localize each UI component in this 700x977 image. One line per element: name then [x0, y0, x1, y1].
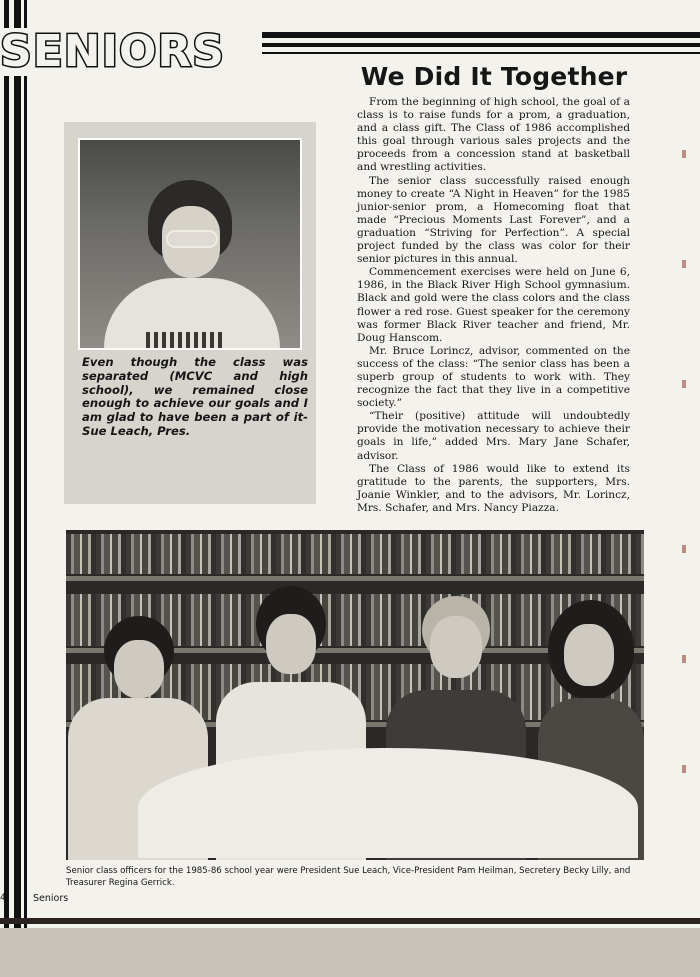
- president-quote: Even though the class was separated (MCVC and high school), we remained close enough to achieve our goals and I am glad to have been a part of it- Sue Leach, Pres.: [82, 355, 308, 438]
- article-paragraph: “Their (positive) attitude will undoubtedly provide the motivation necessary to achieve their goals in life,” added Mrs. Mary Jane Schafer, advisor.: [357, 410, 630, 462]
- bottom-edge-bar: [0, 918, 700, 924]
- portrait-panel: [64, 122, 316, 504]
- president-portrait-photo: [78, 138, 302, 350]
- article-paragraph: Commencement exercises were held on June 6, 1986, in the Black River High School gymnasium. Black and gold were the class colors and the class flower a red rose. Guest speaker for the ceremony was former Black River teacher and friend, Mr. Doug Hanscom.: [357, 266, 630, 344]
- photo-caption: Senior class officers for the 1985-86 school year were President Sue Leach, Vice-President Pam Heilman, Secretery Becky Lilly, and Treasurer Regina Gerrick.: [66, 866, 631, 888]
- article-paragraph: The senior class successfully raised enough money to create “A Night in Heaven” for the 1985 junior-senior prom, a Homecoming float that made “Precious Moments Last Forever”, and a graduation “Striving for Perfection”. A special project funded by the class was color for their senior pictures in this annual.: [357, 174, 630, 266]
- article-paragraph: From the beginning of high school, the goal of a class is to raise funds for a prom, a graduation, and a class gift. The Class of 1986 accomplished this goal through various sales projects and the proceeds from a concession stand at basketball and wrestling activities.: [357, 96, 630, 174]
- binding-mark: [682, 380, 686, 388]
- article-paragraph: Mr. Bruce Lorincz, advisor, commented on the success of the class: “The senior class has been a superb group of students to work with. They recognize the fact that they live in a competitive society.”: [357, 344, 630, 410]
- left-rule-1: [4, 0, 9, 977]
- header-rule-3: [262, 52, 700, 54]
- binding-mark: [682, 655, 686, 663]
- officers-group-photo: [66, 530, 644, 860]
- section-title: SENIORS: [0, 28, 231, 76]
- binding-mark: [682, 150, 686, 158]
- binding-mark: [682, 765, 686, 773]
- left-rule-3: [24, 0, 27, 977]
- page-number: 4: [0, 893, 6, 903]
- section-label: Seniors: [33, 893, 69, 904]
- header-rule-1: [262, 32, 700, 38]
- bottom-edge-shadow: [0, 928, 700, 977]
- header-rule-2: [262, 43, 700, 47]
- binding-mark: [682, 545, 686, 553]
- binding-mark: [682, 260, 686, 268]
- round-table: [138, 748, 638, 858]
- article-paragraph: The Class of 1986 would like to extend its gratitude to the parents, the supporters, Mrs. Joanie Winkler, and to the advisors, Mr. Lorincz, Mrs. Schafer, and Mrs. Nancy Piazza.: [357, 462, 630, 514]
- article-body: [357, 96, 630, 515]
- article-title: We Did It Together: [360, 62, 628, 91]
- left-rule-2: [14, 0, 21, 977]
